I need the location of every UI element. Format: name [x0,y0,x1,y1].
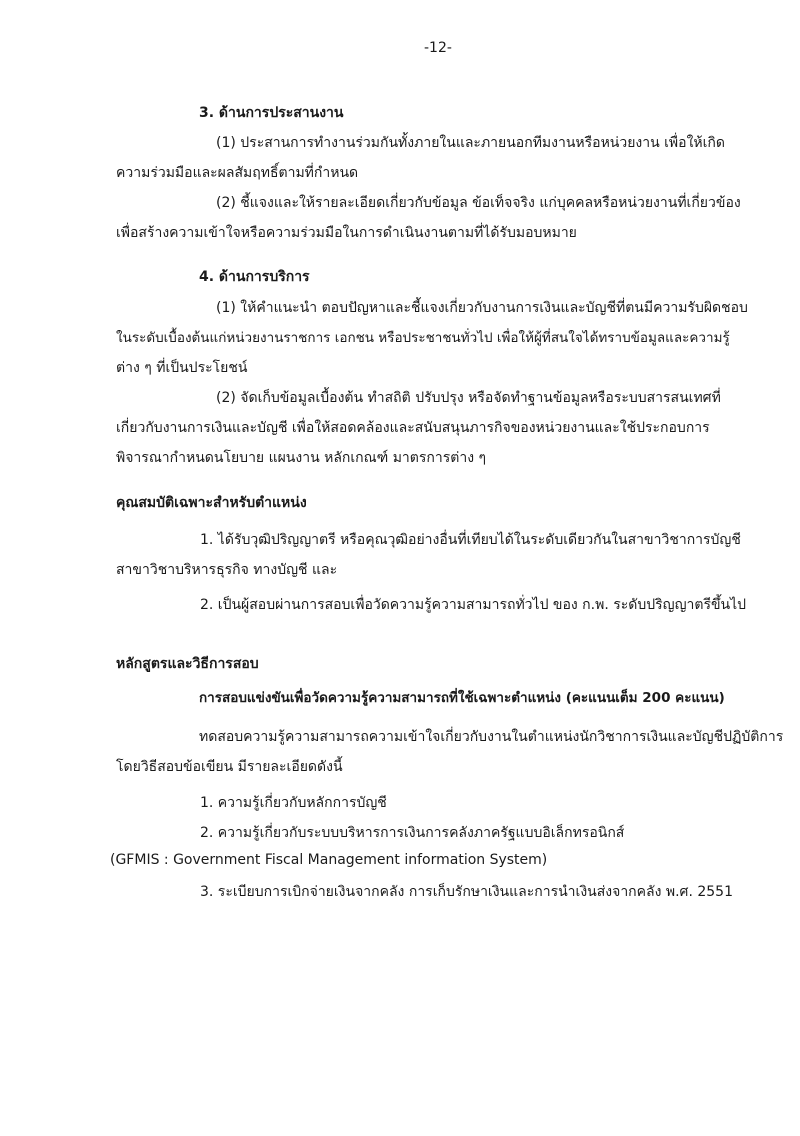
section-heading: คุณสมบัติเฉพาะสำหรับตำแหน่ง [116,495,307,511]
paragraph-line: (1) ประสานการทำงานร่วมกันทั้งภายในและภายนอกทีมงานหรือหน่วยงาน เพื่อให้เกิด [216,135,725,151]
list-item: 1. ได้รับวุฒิปริญญาตรี หรือคุณวุฒิอย่างอื่นที่เทียบได้ในระดับเดียวกันในสาขาวิชาการบัญชี [200,532,741,548]
paragraph-line: ในระดับเบื้องต้นแก่หน่วยงานราชการ เอกชน หรือประชาชนทั่วไป เพื่อให้ผู้ที่สนใจได้ทราบข้อมูลและความรู้ [116,330,730,346]
paragraph-line: ความร่วมมือและผลสัมฤทธิ์ตามที่กำหนด [116,165,359,181]
paragraph-line: (1) ให้คำแนะนำ ตอบปัญหาและชี้แจงเกี่ยวกับงานการเงินและบัญชีที่ตนมีความรับผิดชอบ [216,300,748,316]
list-item: 1. ความรู้เกี่ยวกับหลักการบัญชี [200,795,387,811]
paragraph-line: สาขาวิชาบริหารธุรกิจ ทางบัญชี และ [116,562,338,578]
paragraph-line: ต่าง ๆ ที่เป็นประโยชน์ [116,360,248,376]
paragraph-line: เพื่อสร้างความเข้าใจหรือความร่วมมือในการดำเนินงานตามที่ได้รับมอบหมาย [116,225,577,241]
paragraph-line: โดยวิธีสอบข้อเขียน มีรายละเอียดดังนี้ [116,759,343,775]
paragraph-line: พิจารณากำหนดนโยบาย แผนงาน หลักเกณฑ์ มาตรการต่าง ๆ [116,450,487,466]
paragraph-line: (2) ชี้แจงและให้รายละเอียดเกี่ยวกับข้อมูล ข้อเท็จจริง แก่บุคคลหรือหน่วยงานที่เกี่ยวข้อง [216,195,741,211]
paragraph-line: ทดสอบความรู้ความสามารถความเข้าใจเกี่ยวกับงานในตำแหน่งนักวิชาการเงินและบัญชีปฏิบัติการ [199,729,784,745]
list-item: 2. ความรู้เกี่ยวกับระบบบริหารการเงินการคลังภาครัฐแบบอิเล็กทรอนิกส์ [200,825,625,841]
list-item: 3. ระเบียบการเบิกจ่ายเงินจากคลัง การเก็บรักษาเงินและการนำเงินส่งจากคลัง พ.ศ. 2551 [200,884,733,900]
section-subheading: การสอบแข่งขันเพื่อวัดความรู้ความสามารถที่ใช้เฉพาะตำแหน่ง (คะแนนเต็ม 200 คะแนน) [199,690,725,706]
list-item: 2. เป็นผู้สอบผ่านการสอบเพื่อวัดความรู้ความสามารถทั่วไป ของ ก.พ. ระดับปริญญาตรีขึ้นไป [200,597,747,613]
page-number: -12- [424,40,452,56]
section-heading: หลักสูตรและวิธีการสอบ [116,656,259,672]
section-heading: 3. ด้านการประสานงาน [199,105,344,121]
section-heading: 4. ด้านการบริการ [199,269,310,285]
paragraph-line: (2) จัดเก็บข้อมูลเบื้องต้น ทำสถิติ ปรับปรุง หรือจัดทำฐานข้อมูลหรือระบบสารสนเทศที่ [216,390,721,406]
paragraph-line: (GFMIS : Government Fiscal Management information System) [110,852,548,868]
paragraph-line: เกี่ยวกับงานการเงินและบัญชี เพื่อให้สอดคล้องและสนับสนุนภารกิจของหน่วยงานและใช้ประกอบการ [116,420,710,436]
